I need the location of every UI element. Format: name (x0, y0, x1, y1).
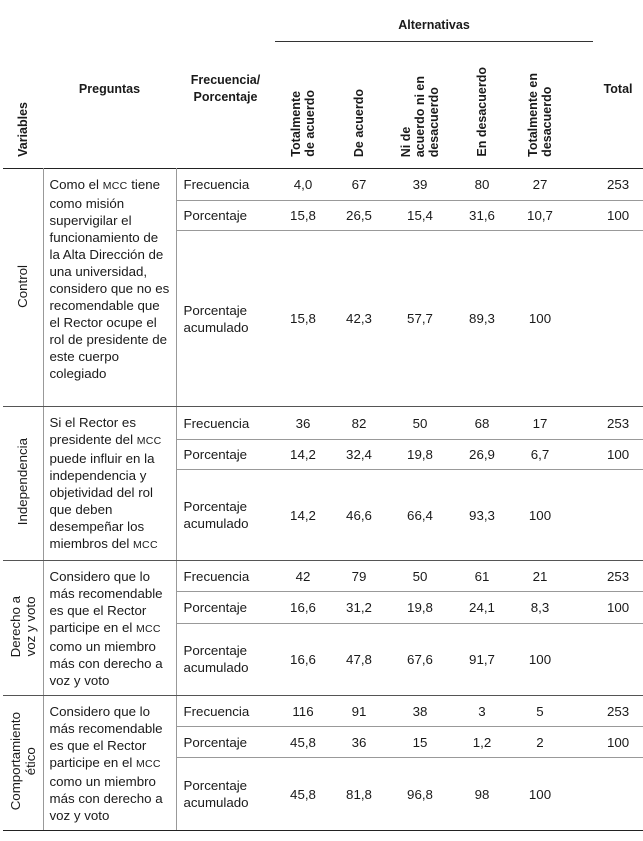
header-preguntas (43, 9, 176, 169)
variable-label: Independencia (15, 438, 31, 526)
tipo-cell: Frecuencia (176, 169, 275, 201)
value-cell: 21 (511, 561, 569, 592)
variable-label: Control (15, 264, 31, 308)
header-alt-5 (511, 42, 569, 169)
variable-label: Derecho a voz y voto (7, 595, 38, 658)
mcc-abbr: MCC (133, 539, 158, 551)
spacer-cell (569, 231, 593, 407)
mcc-abbr: MCC (135, 758, 161, 770)
value-cell: 50 (387, 561, 453, 592)
value-cell: 93,3 (453, 470, 511, 561)
tipo-cell: Porcentaje (176, 440, 275, 470)
value-cell: 16,6 (275, 592, 331, 623)
value-cell: 91,7 (453, 623, 511, 695)
value-cell: 3 (453, 696, 511, 727)
total-cell (593, 231, 643, 407)
header-alt-1-label: Totalmente de acuerdo (289, 90, 317, 157)
header-alt-2-label: De acuerdo (352, 88, 366, 157)
total-cell: 100 (593, 592, 643, 623)
value-cell: 100 (511, 470, 569, 561)
value-cell: 100 (511, 758, 569, 831)
tipo-cell: Porcentaje acumulado (176, 623, 275, 695)
total-cell: 100 (593, 727, 643, 758)
spacer-cell (569, 561, 593, 592)
variable-label: Comportamiento ético (7, 712, 38, 811)
survey-table (3, 9, 643, 831)
value-cell: 66,4 (387, 470, 453, 561)
header-alt-5-label: Totalmente en desacuerdo (526, 73, 554, 157)
tipo-cell: Frecuencia (176, 561, 275, 592)
table-row (3, 169, 643, 201)
value-cell: 26,9 (453, 440, 511, 470)
value-cell: 24,1 (453, 592, 511, 623)
value-cell: 31,2 (331, 592, 387, 623)
value-cell: 4,0 (275, 169, 331, 201)
mcc-abbr: MCC (136, 435, 162, 447)
table-row (3, 561, 643, 592)
value-cell: 10,7 (511, 201, 569, 231)
value-cell: 14,2 (275, 470, 331, 561)
question-text: como un miembro más con derecho a voz y voto (49, 639, 163, 688)
question-text: Considero que lo más recomendable es que el Rector participe en el (49, 569, 163, 635)
value-cell: 15,8 (275, 231, 331, 407)
value-cell: 42,3 (331, 231, 387, 407)
value-cell: 47,8 (331, 623, 387, 695)
header-preguntas-label: Preguntas (78, 81, 141, 96)
value-cell: 15,4 (387, 201, 453, 231)
header-alt-3-label: Ni de acuerdo ni en desacuerdo (399, 75, 441, 157)
spacer-cell (569, 592, 593, 623)
total-cell (593, 758, 643, 831)
value-cell: 45,8 (275, 727, 331, 758)
header-alt-1 (275, 42, 331, 169)
tipo-cell: Porcentaje acumulado (176, 758, 275, 831)
value-cell: 16,6 (275, 623, 331, 695)
value-cell: 79 (331, 561, 387, 592)
value-cell: 116 (275, 696, 331, 727)
header-variables-label: Variables (16, 102, 30, 157)
value-cell: 42 (275, 561, 331, 592)
spacer-cell (569, 623, 593, 695)
spacer-cell (569, 440, 593, 470)
header-alternativas (275, 9, 593, 42)
header-alt-4-label: En desacuerdo (475, 67, 489, 157)
value-cell: 19,8 (387, 592, 453, 623)
header-alt-spacer (569, 42, 593, 169)
variable-cell (3, 169, 43, 407)
value-cell: 98 (453, 758, 511, 831)
value-cell: 31,6 (453, 201, 511, 231)
question-text: Considero que lo más recomendable es que el Rector participe en el (49, 704, 163, 770)
value-cell: 17 (511, 407, 569, 440)
question-text: Si el Rector es presidente del (49, 415, 137, 447)
value-cell: 38 (387, 696, 453, 727)
question-text: puede influir en la independencia y objetividad del rol que deben desempeñar los miembros del (49, 451, 155, 551)
value-cell: 15 (387, 727, 453, 758)
header-variables (3, 9, 43, 169)
value-cell: 67 (331, 169, 387, 201)
value-cell: 32,4 (331, 440, 387, 470)
total-cell: 100 (593, 201, 643, 231)
spacer-cell (569, 727, 593, 758)
value-cell: 57,7 (387, 231, 453, 407)
question-text: tiene como misión supervigilar el funcionamiento de la Alta Dirección de una universidad, considero que no es recomendable que el Rector ocupe el rol de presidente de este cuerpo colegiado (49, 177, 170, 381)
value-cell: 67,6 (387, 623, 453, 695)
value-cell: 100 (511, 623, 569, 695)
spacer-cell (569, 470, 593, 561)
question-cell (43, 407, 176, 561)
total-cell: 253 (593, 696, 643, 727)
question-cell (43, 696, 176, 831)
header-alt-3 (387, 42, 453, 169)
variable-cell (3, 407, 43, 561)
value-cell: 36 (331, 727, 387, 758)
header-tipo-line1: Frecuencia/ (190, 72, 261, 87)
header-alternativas-label: Alternativas (398, 18, 470, 32)
mcc-abbr: MCC (135, 623, 161, 635)
value-cell: 1,2 (453, 727, 511, 758)
value-cell: 50 (387, 407, 453, 440)
value-cell: 36 (275, 407, 331, 440)
spacer-cell (569, 201, 593, 231)
tipo-cell: Porcentaje (176, 201, 275, 231)
table-row (3, 696, 643, 727)
tipo-cell: Frecuencia (176, 407, 275, 440)
value-cell: 27 (511, 169, 569, 201)
value-cell: 15,8 (275, 201, 331, 231)
header-total-label: Total (603, 81, 633, 96)
value-cell: 80 (453, 169, 511, 201)
total-cell (593, 623, 643, 695)
value-cell: 61 (453, 561, 511, 592)
header-alt-2 (331, 42, 387, 169)
mcc-abbr: MCC (102, 180, 128, 192)
value-cell: 45,8 (275, 758, 331, 831)
question-cell (43, 169, 176, 407)
header-total (593, 9, 643, 169)
tipo-cell: Porcentaje (176, 727, 275, 758)
spacer-cell (569, 696, 593, 727)
variable-cell (3, 696, 43, 831)
value-cell: 8,3 (511, 592, 569, 623)
question-cell (43, 561, 176, 696)
value-cell: 46,6 (331, 470, 387, 561)
tipo-cell: Porcentaje (176, 592, 275, 623)
tipo-cell: Porcentaje acumulado (176, 231, 275, 407)
total-cell: 100 (593, 440, 643, 470)
header-alt-4 (453, 42, 511, 169)
question-text: como un miembro más con derecho a voz y voto (49, 774, 163, 823)
value-cell: 2 (511, 727, 569, 758)
value-cell: 91 (331, 696, 387, 727)
total-cell: 253 (593, 561, 643, 592)
value-cell: 89,3 (453, 231, 511, 407)
total-cell: 253 (593, 407, 643, 440)
spacer-cell (569, 407, 593, 440)
spacer-cell (569, 169, 593, 201)
total-cell (593, 470, 643, 561)
question-text: Como el (49, 177, 103, 192)
header-tipo (176, 9, 275, 169)
value-cell: 96,8 (387, 758, 453, 831)
value-cell: 5 (511, 696, 569, 727)
value-cell: 81,8 (331, 758, 387, 831)
tipo-cell: Porcentaje acumulado (176, 470, 275, 561)
value-cell: 19,8 (387, 440, 453, 470)
value-cell: 26,5 (331, 201, 387, 231)
table-row (3, 407, 643, 440)
table-body (3, 169, 643, 831)
value-cell: 39 (387, 169, 453, 201)
value-cell: 82 (331, 407, 387, 440)
value-cell: 100 (511, 231, 569, 407)
header-tipo-line2: Porcentaje (193, 89, 258, 104)
variable-cell (3, 561, 43, 696)
total-cell: 253 (593, 169, 643, 201)
value-cell: 6,7 (511, 440, 569, 470)
value-cell: 68 (453, 407, 511, 440)
tipo-cell: Frecuencia (176, 696, 275, 727)
value-cell: 14,2 (275, 440, 331, 470)
spacer-cell (569, 758, 593, 831)
